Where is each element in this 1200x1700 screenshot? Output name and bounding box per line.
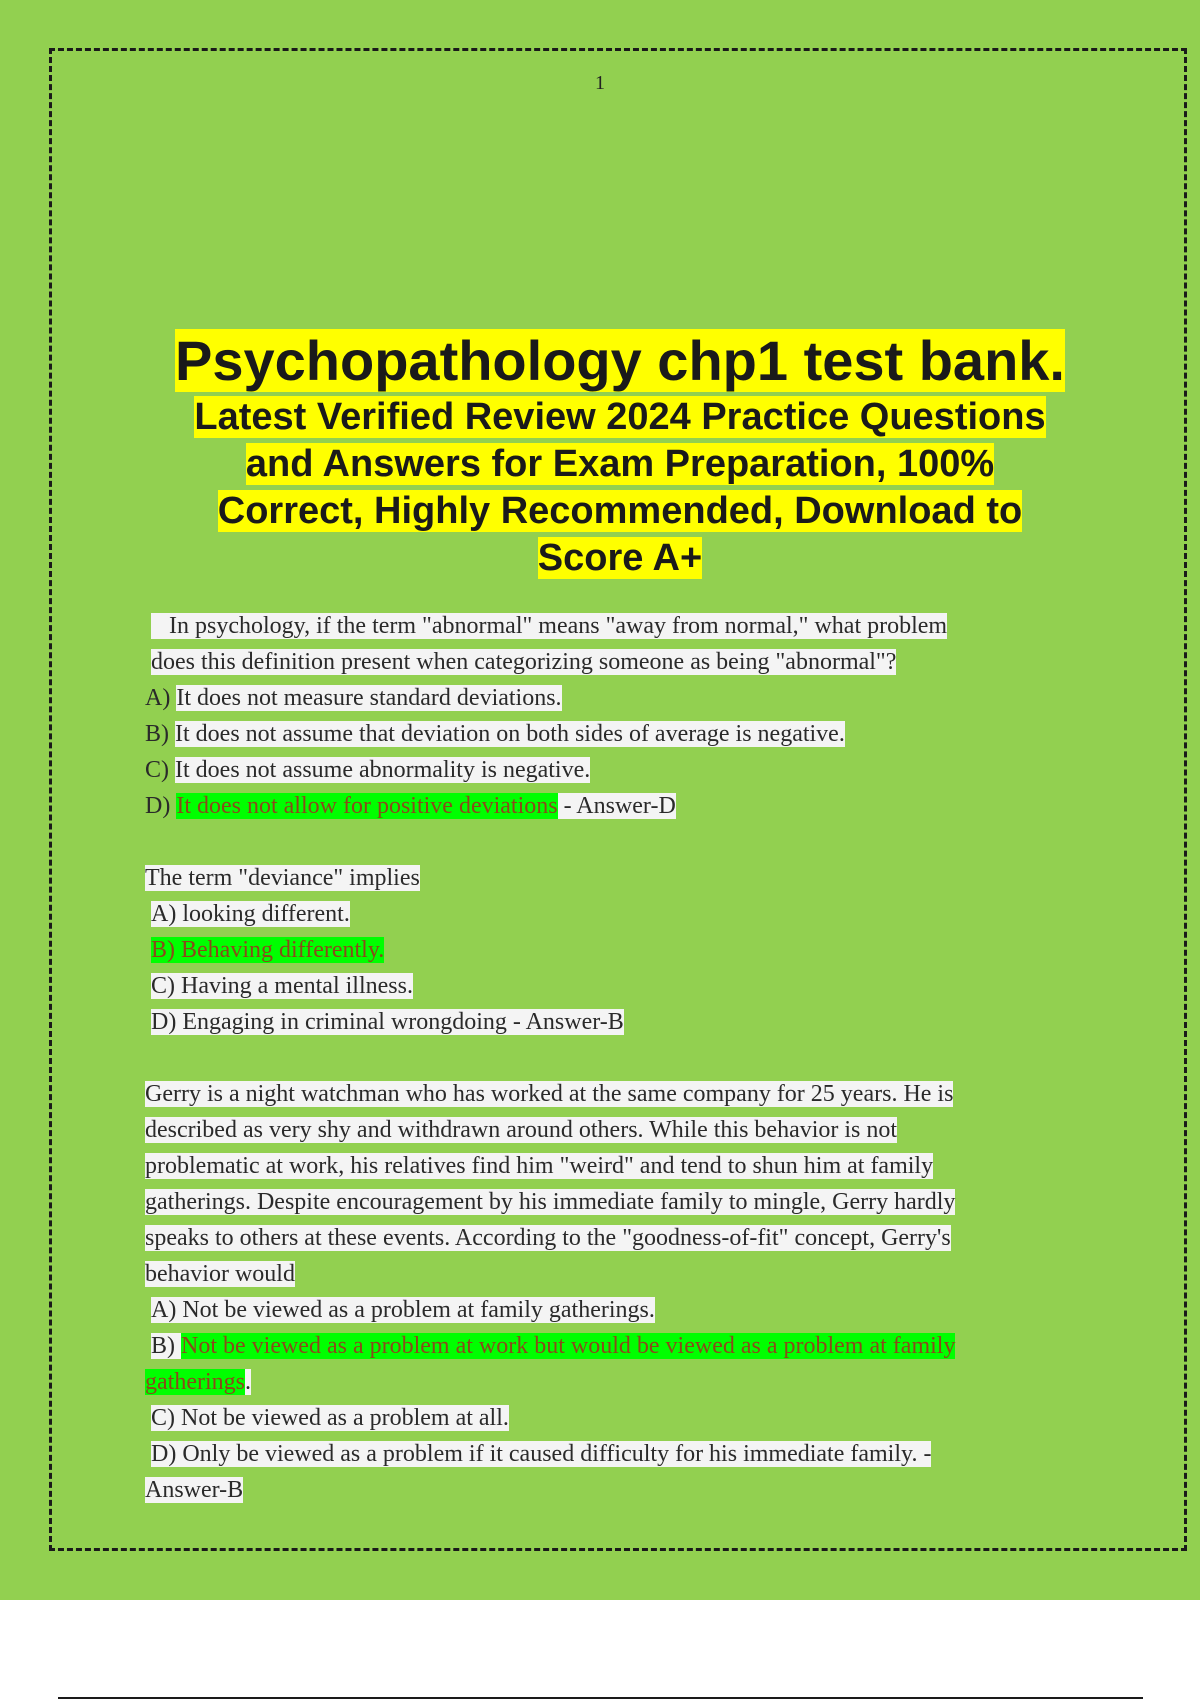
subtitle-line: Correct, Highly Recommended, Download to bbox=[217, 490, 1023, 532]
bottom-rule bbox=[58, 1697, 1143, 1699]
title-block bbox=[140, 328, 1100, 582]
option-c: C) Having a mental illness. bbox=[151, 973, 413, 999]
option-a: A) looking different. bbox=[151, 901, 350, 927]
page-number: 1 bbox=[595, 72, 605, 94]
question-2 bbox=[145, 860, 1065, 1040]
subtitle-line: Score A+ bbox=[537, 537, 703, 579]
option-d: D) Only be viewed as a problem if it caused difficulty for his immediate family. - bbox=[151, 1441, 932, 1467]
option-c: C) It does not assume abnormality is negative. bbox=[145, 757, 591, 783]
question-stem: In psychology, if the term "abnormal" means "away from normal," what problem bbox=[151, 613, 947, 639]
question-stem: gatherings. Despite encouragement by his immediate family to mingle, Gerry hardly bbox=[145, 1189, 956, 1215]
correct-answer-highlight: Not be viewed as a problem at work but would be viewed as a problem at family bbox=[181, 1333, 956, 1359]
option-b-correct: B) Behaving differently. bbox=[151, 937, 385, 963]
question-1 bbox=[145, 608, 1065, 824]
question-stem: problematic at work, his relatives find him "weird" and tend to shun him at family bbox=[145, 1153, 934, 1179]
question-stem: Gerry is a night watchman who has worked at the same company for 25 years. He is bbox=[145, 1081, 954, 1107]
answer-key: Answer-B bbox=[145, 1477, 244, 1503]
option-d-correct: D) It does not allow for positive deviations - Answer-D bbox=[145, 793, 676, 819]
option-b-correct: B) Not be viewed as a problem at work but would be viewed as a problem at family bbox=[151, 1333, 956, 1359]
question-stem: behavior would bbox=[145, 1261, 295, 1287]
question-stem: The term "deviance" implies bbox=[145, 865, 420, 891]
correct-answer-highlight: gatherings bbox=[145, 1369, 245, 1395]
option-a: A) It does not measure standard deviations. bbox=[145, 685, 562, 711]
question-3: Gerry is a night watchman who has worked at the same company for 25 years. He is described as very shy and withdrawn around others. While this behavior is not problematic at work, his relatives find him "weird" and tend to shun him at family gatherings. Despite encouragement by his immediate family to mingle, Gerry hardly speaks to others at these events. According to the "goodness-of-fit" concept, Gerry's behavior would A) Not be viewed as a problem at family gatherings. B) Not be viewed as a problem at work but would be viewed as a problem at family gatherings. C) Not be viewed as a problem at all. D) Only be viewed as a problem if it caused difficulty for his immediate family. - Answer-B bbox=[145, 1076, 1065, 1508]
question-stem: speaks to others at these events. According to the "goodness-of-fit" concept, Gerry's bbox=[145, 1225, 951, 1251]
option-d: D) Engaging in criminal wrongdoing - Answer-B bbox=[151, 1009, 624, 1035]
correct-answer-highlight: It does not allow for positive deviations bbox=[176, 793, 558, 819]
question-stem: does this definition present when categorizing someone as being "abnormal"? bbox=[151, 649, 897, 675]
answer-key: - Answer-D bbox=[557, 793, 676, 819]
subtitle-line: Latest Verified Review 2024 Practice Questions bbox=[194, 396, 1046, 438]
main-title: Psychopathology chp1 test bank. bbox=[175, 329, 1065, 392]
question-list bbox=[145, 608, 1065, 1544]
option-b: B) It does not assume that deviation on both sides of average is negative. bbox=[145, 721, 845, 747]
subtitle-line: and Answers for Exam Preparation, 100% bbox=[245, 443, 995, 485]
option-c: C) Not be viewed as a problem at all. bbox=[151, 1405, 509, 1431]
option-a: A) Not be viewed as a problem at family gatherings. bbox=[151, 1297, 655, 1323]
question-stem: described as very shy and withdrawn around others. While this behavior is not bbox=[145, 1117, 898, 1143]
